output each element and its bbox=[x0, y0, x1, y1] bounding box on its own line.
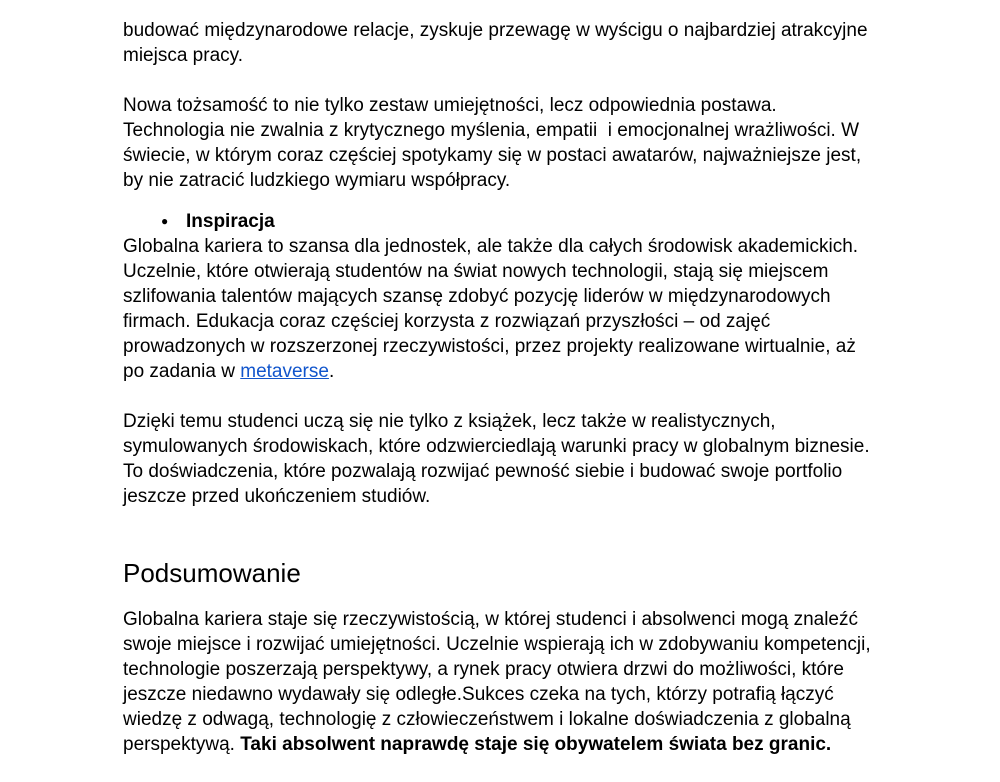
paragraph-text: Nowa tożsamość to nie tylko zestaw umiejętności, lecz odpowiednia postawa. Technologia nie zwalnia z krytycznego myślenia, empatii i emocjonalnej wrażliwości. W świecie, w którym coraz częściej spotykamy się w postaci awatarów, najważniejsze jest, by nie zatracić ludzkiego wymiaru współpracy. bbox=[123, 95, 867, 191]
paragraph bbox=[123, 93, 878, 193]
paragraph-text: budować międzynarodowe relacje, zyskuje przewagę w wyścigu o najbardziej atrakcyjne miejsca pracy. bbox=[123, 20, 873, 66]
paragraph-text-bold: Taki absolwent naprawdę staje się obywatelem świata bez granic. bbox=[240, 734, 832, 755]
bullet-item-inspiracja bbox=[123, 209, 878, 234]
paragraph-text: Dzięki temu studenci uczą się nie tylko z książek, lecz także w realistycznych, symulowanych środowiskach, które odzwierciedlają warunki pracy w globalnym biznesie. To doświadczenia, które pozwalają rozwijać pewność siebie i budować swoje portfolio jeszcze przed ukończeniem studiów. bbox=[123, 411, 875, 507]
paragraph bbox=[123, 234, 878, 384]
paragraph bbox=[123, 18, 878, 68]
bullet-list bbox=[123, 209, 878, 234]
paragraph-text: Globalna kariera to szansa dla jednostek, ale także dla całych środowisk akademickich. Uczelnie, które otwierają studentów na świat nowych technologii, stają się miejscem szlifowania talentów mających szansę zdobyć pozycję liderów w międzynarodowych firmach. Edukacja coraz częściej korzysta z rozwiązań przyszłości – od zajęć prowadzonych w rozszerzonej rzeczywistości, przez projekty realizowane wirtualnie, aż po zadania w bbox=[123, 236, 864, 382]
paragraph-text: Globalna kariera staje się rzeczywistością, w której studenci i absolwenci mogą znaleźć swoje miejsce i rozwijać umiejętności. Uczelnie wspierają ich w zdobywaniu kompetencji, technologie poszerzają perspektywy, a rynek pracy otwiera drzwi do możliwości, które jeszcze niedawno wydawały się odległe.Sukces czeka na tych, którzy potrafią łączyć wiedzę z odwagą, technologię z człowieczeństwem i lokalne doświadczenia z globalną perspektywą. bbox=[123, 609, 876, 755]
paragraph-text: . bbox=[328, 361, 335, 382]
paragraph bbox=[123, 409, 878, 509]
bullet-item-label: Inspiracja bbox=[186, 211, 275, 232]
heading-podsumowanie: Podsumowanie bbox=[123, 558, 301, 588]
metaverse-link[interactable]: metaverse bbox=[240, 361, 329, 382]
paragraph bbox=[123, 607, 878, 757]
bullet-disc-icon: ● bbox=[161, 214, 169, 228]
